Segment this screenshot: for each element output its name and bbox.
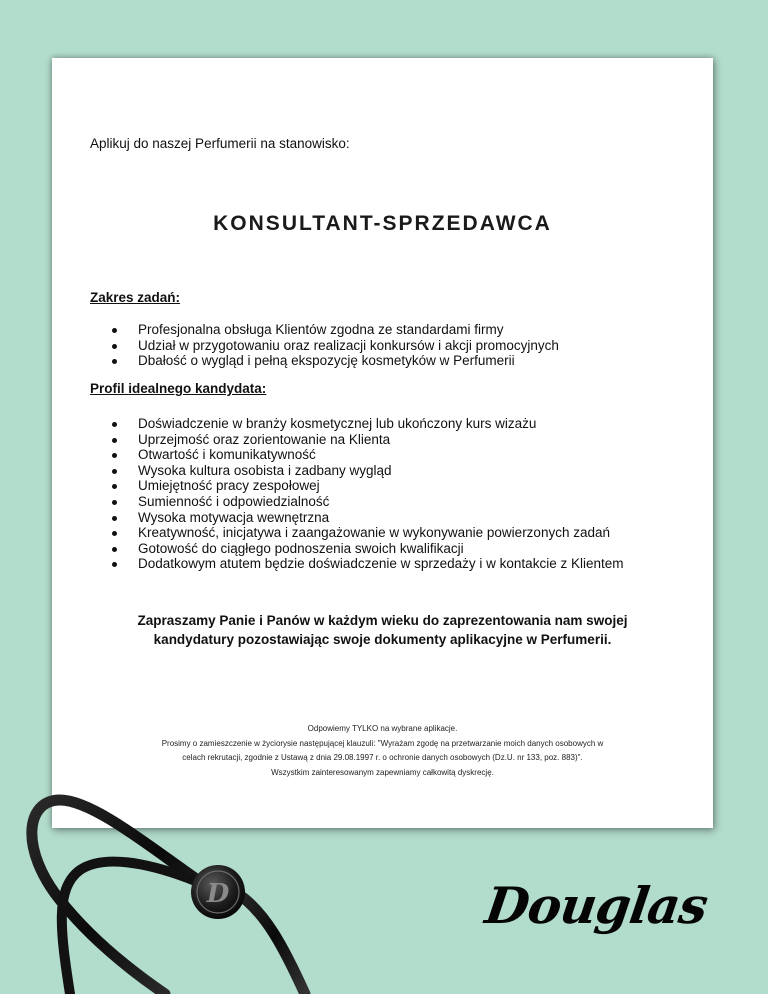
invitation-line: kandydatury pozostawiając swoje dokumenty aplikacyjne w Perfumerii. bbox=[153, 632, 612, 647]
list-item: Dbałość o wygląd i pełną ekspozycję kosmetyków w Perfumerii bbox=[90, 353, 559, 369]
list-item: Doświadczenie w branży kosmetycznej lub ukończony kurs wizażu bbox=[90, 416, 623, 432]
invitation-text bbox=[52, 611, 713, 649]
list-item: Otwartość i komunikatywność bbox=[90, 447, 623, 463]
list-item: Sumienność i odpowiedzialność bbox=[90, 494, 623, 510]
ribbon-seal-icon bbox=[0, 760, 320, 994]
job-title: KONSULTANT-SPRZEDAWCA bbox=[213, 212, 552, 235]
list-item: Kreatywność, inicjatywa i zaangażowanie w wykonywanie powierzonych zadań bbox=[90, 525, 623, 541]
tasks-heading: Zakres zadań: bbox=[90, 290, 181, 305]
footnote-line: Wszystkim zainteresowanym zapewniamy całkowitą dyskrecję. bbox=[271, 767, 494, 777]
footnote-line: Odpowiemy TYLKO na wybrane aplikacje. bbox=[307, 724, 458, 733]
list-item: Uprzejmość oraz zorientowanie na Klienta bbox=[90, 432, 623, 448]
list-item: Wysoka kultura osobista i zadbany wygląd bbox=[90, 463, 623, 479]
profile-heading: Profil idealnego kandydata: bbox=[90, 381, 267, 396]
tasks-list bbox=[90, 322, 559, 369]
footnote-line: Prosimy o zamieszczenie w życiorysie następującej klauzuli: "Wyrażam zgodę na przetwarzanie moich danych osobowych w bbox=[161, 738, 604, 748]
list-item: Wysoka motywacja wewnętrzna bbox=[90, 510, 623, 526]
seal-letter: D bbox=[206, 879, 230, 909]
list-item: Dodatkowym atutem będzie doświadczenie w sprzedaży i w kontakcie z Klientem bbox=[90, 556, 623, 572]
list-item: Profesjonalna obsługa Klientów zgodna ze standardami firmy bbox=[90, 322, 559, 338]
invitation-line: Zapraszamy Panie i Panów w każdym wieku do zaprezentowania nam swojej bbox=[137, 613, 628, 628]
list-item: Gotowość do ciągłego podnoszenia swoich kwalifikacji bbox=[90, 541, 623, 557]
list-item: Udział w przygotowaniu oraz realizacji konkursów i akcji promocyjnych bbox=[90, 338, 559, 354]
profile-list bbox=[90, 416, 623, 572]
list-item: Umiejętność pracy zespołowej bbox=[90, 478, 623, 494]
douglas-logo: Douglas bbox=[481, 876, 711, 935]
intro-text: Aplikuj do naszej Perfumerii na stanowisko: bbox=[90, 136, 350, 151]
job-ad-sheet bbox=[52, 58, 713, 828]
footnote-line: celach rekrutacji, zgodnie z Ustawą z dnia 29.08.1997 r. o ochronie danych osobowych (Dz.U. nr 133, poz. 883)". bbox=[182, 753, 583, 762]
